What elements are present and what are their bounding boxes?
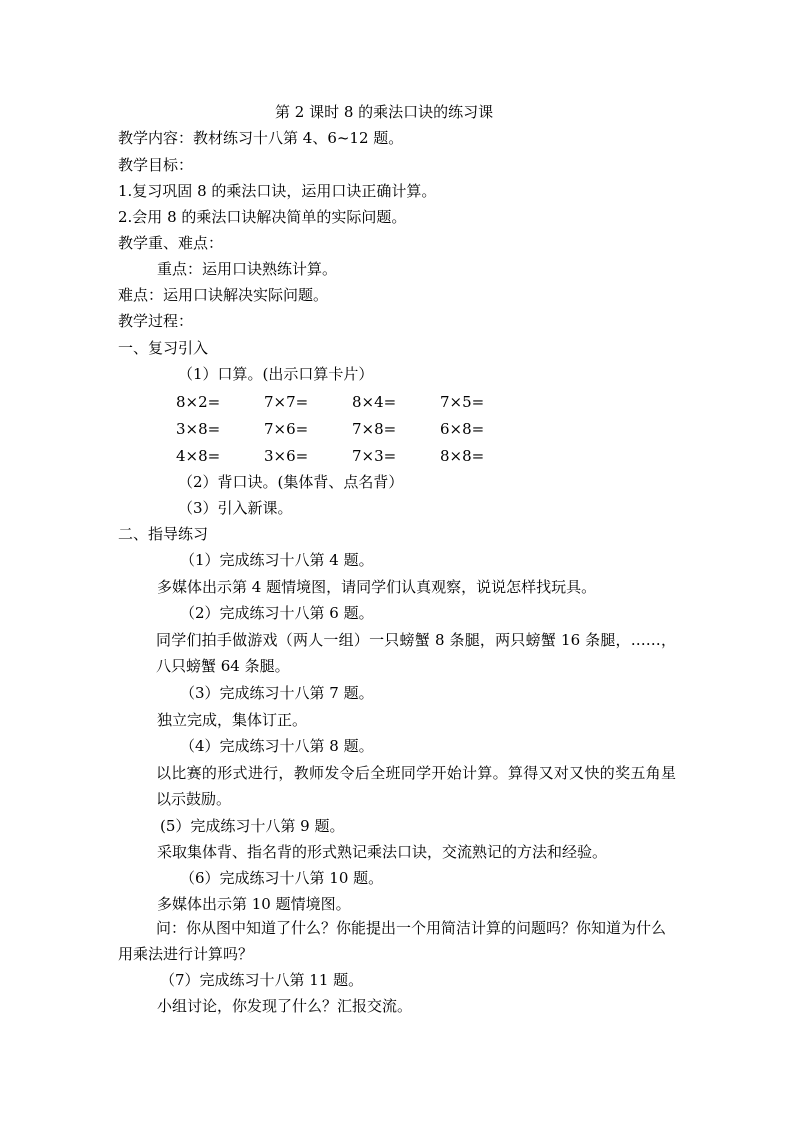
oral-card: 8×4= <box>352 393 397 411</box>
oral-card: 8×8= <box>440 447 485 465</box>
difficult-point: 难点：运用口诀解决实际问题。 <box>118 286 329 304</box>
section-2-item-7-desc: 小组讨论，你发现了什么？汇报交流。 <box>157 997 413 1015</box>
section-2-item-2-desc: 同学们拍手做游戏（两人一组）一只螃蟹 8 条腿，两只螃蟹 16 条腿，……，八只螃蟹 64 条腿。 <box>156 631 676 675</box>
oral-card: 3×8= <box>176 420 221 438</box>
oral-card: 4×8= <box>176 447 221 465</box>
section-2-item-5-desc: 采取集体背、指名背的形式熟记乘法口诀，交流熟记的方法和经验。 <box>157 843 608 861</box>
process-heading: 教学过程： <box>118 312 194 330</box>
key-point: 重点：运用口诀熟练计算。 <box>157 260 338 278</box>
oral-card: 7×8= <box>352 420 397 438</box>
section-2-item-6-desc: 多媒体出示第 10 题情境图。 <box>157 895 351 913</box>
section-1-item-1: （1）口算。(出示口算卡片） <box>178 365 374 383</box>
section-2-item-5: (5）完成练习十八第 9 题。 <box>160 817 345 835</box>
oral-card: 7×5= <box>440 393 485 411</box>
section-2-item-4: （4）完成练习十八第 8 题。 <box>180 737 374 755</box>
section-2-item-4-desc: 以比赛的形式进行，教师发令后全班同学开始计算。算得又对又快的奖五角星以示鼓励。 <box>156 764 676 808</box>
section-1-item-2: （2）背口诀。(集体背、点名背） <box>178 473 404 491</box>
section-2-item-1-desc: 多媒体出示第 4 题情境图，请同学们认真观察，说说怎样找玩具。 <box>157 578 597 596</box>
oral-card: 7×6= <box>264 420 309 438</box>
goal-1: 1.复习巩固 8 的乘法口诀，运用口诀正确计算。 <box>118 182 437 200</box>
key-points-heading: 教学重、难点： <box>118 234 224 252</box>
section-2-item-7: （7）完成练习十八第 11 题。 <box>160 971 364 989</box>
section-2-item-3-desc: 独立完成，集体订正。 <box>157 711 308 729</box>
oral-card: 3×6= <box>264 447 309 465</box>
teaching-content: 教学内容：教材练习十八第 4、6~12 题。 <box>118 129 404 147</box>
section-2-item-1: （1）完成练习十八第 4 题。 <box>180 551 374 569</box>
section-2-item-3: （3）完成练习十八第 7 题。 <box>180 684 374 702</box>
goal-2: 2.会用 8 的乘法口诀解决简单的实际问题。 <box>118 208 407 226</box>
section-2-heading: 二、指导练习 <box>118 525 209 543</box>
lesson-title: 第 2 课时 8 的乘法口诀的练习课 <box>275 103 494 121</box>
section-1-item-3: （3）引入新课。 <box>178 499 293 517</box>
oral-card: 6×8= <box>440 420 485 438</box>
oral-card: 8×2= <box>176 393 221 411</box>
section-2-item-2: （2）完成练习十八第 6 题。 <box>180 604 374 622</box>
oral-card: 7×3= <box>352 447 397 465</box>
oral-card: 7×7= <box>264 393 309 411</box>
section-1-heading: 一、复习引入 <box>118 339 209 357</box>
goals-heading: 教学目标： <box>118 156 194 174</box>
section-2-item-6: （6）完成练习十八第 10 题。 <box>180 869 384 887</box>
section-2-item-6-question: 问：你从图中知道了什么？你能提出一个用简洁计算的问题吗？你知道为什么用乘法进行计算吗？ <box>118 919 667 963</box>
